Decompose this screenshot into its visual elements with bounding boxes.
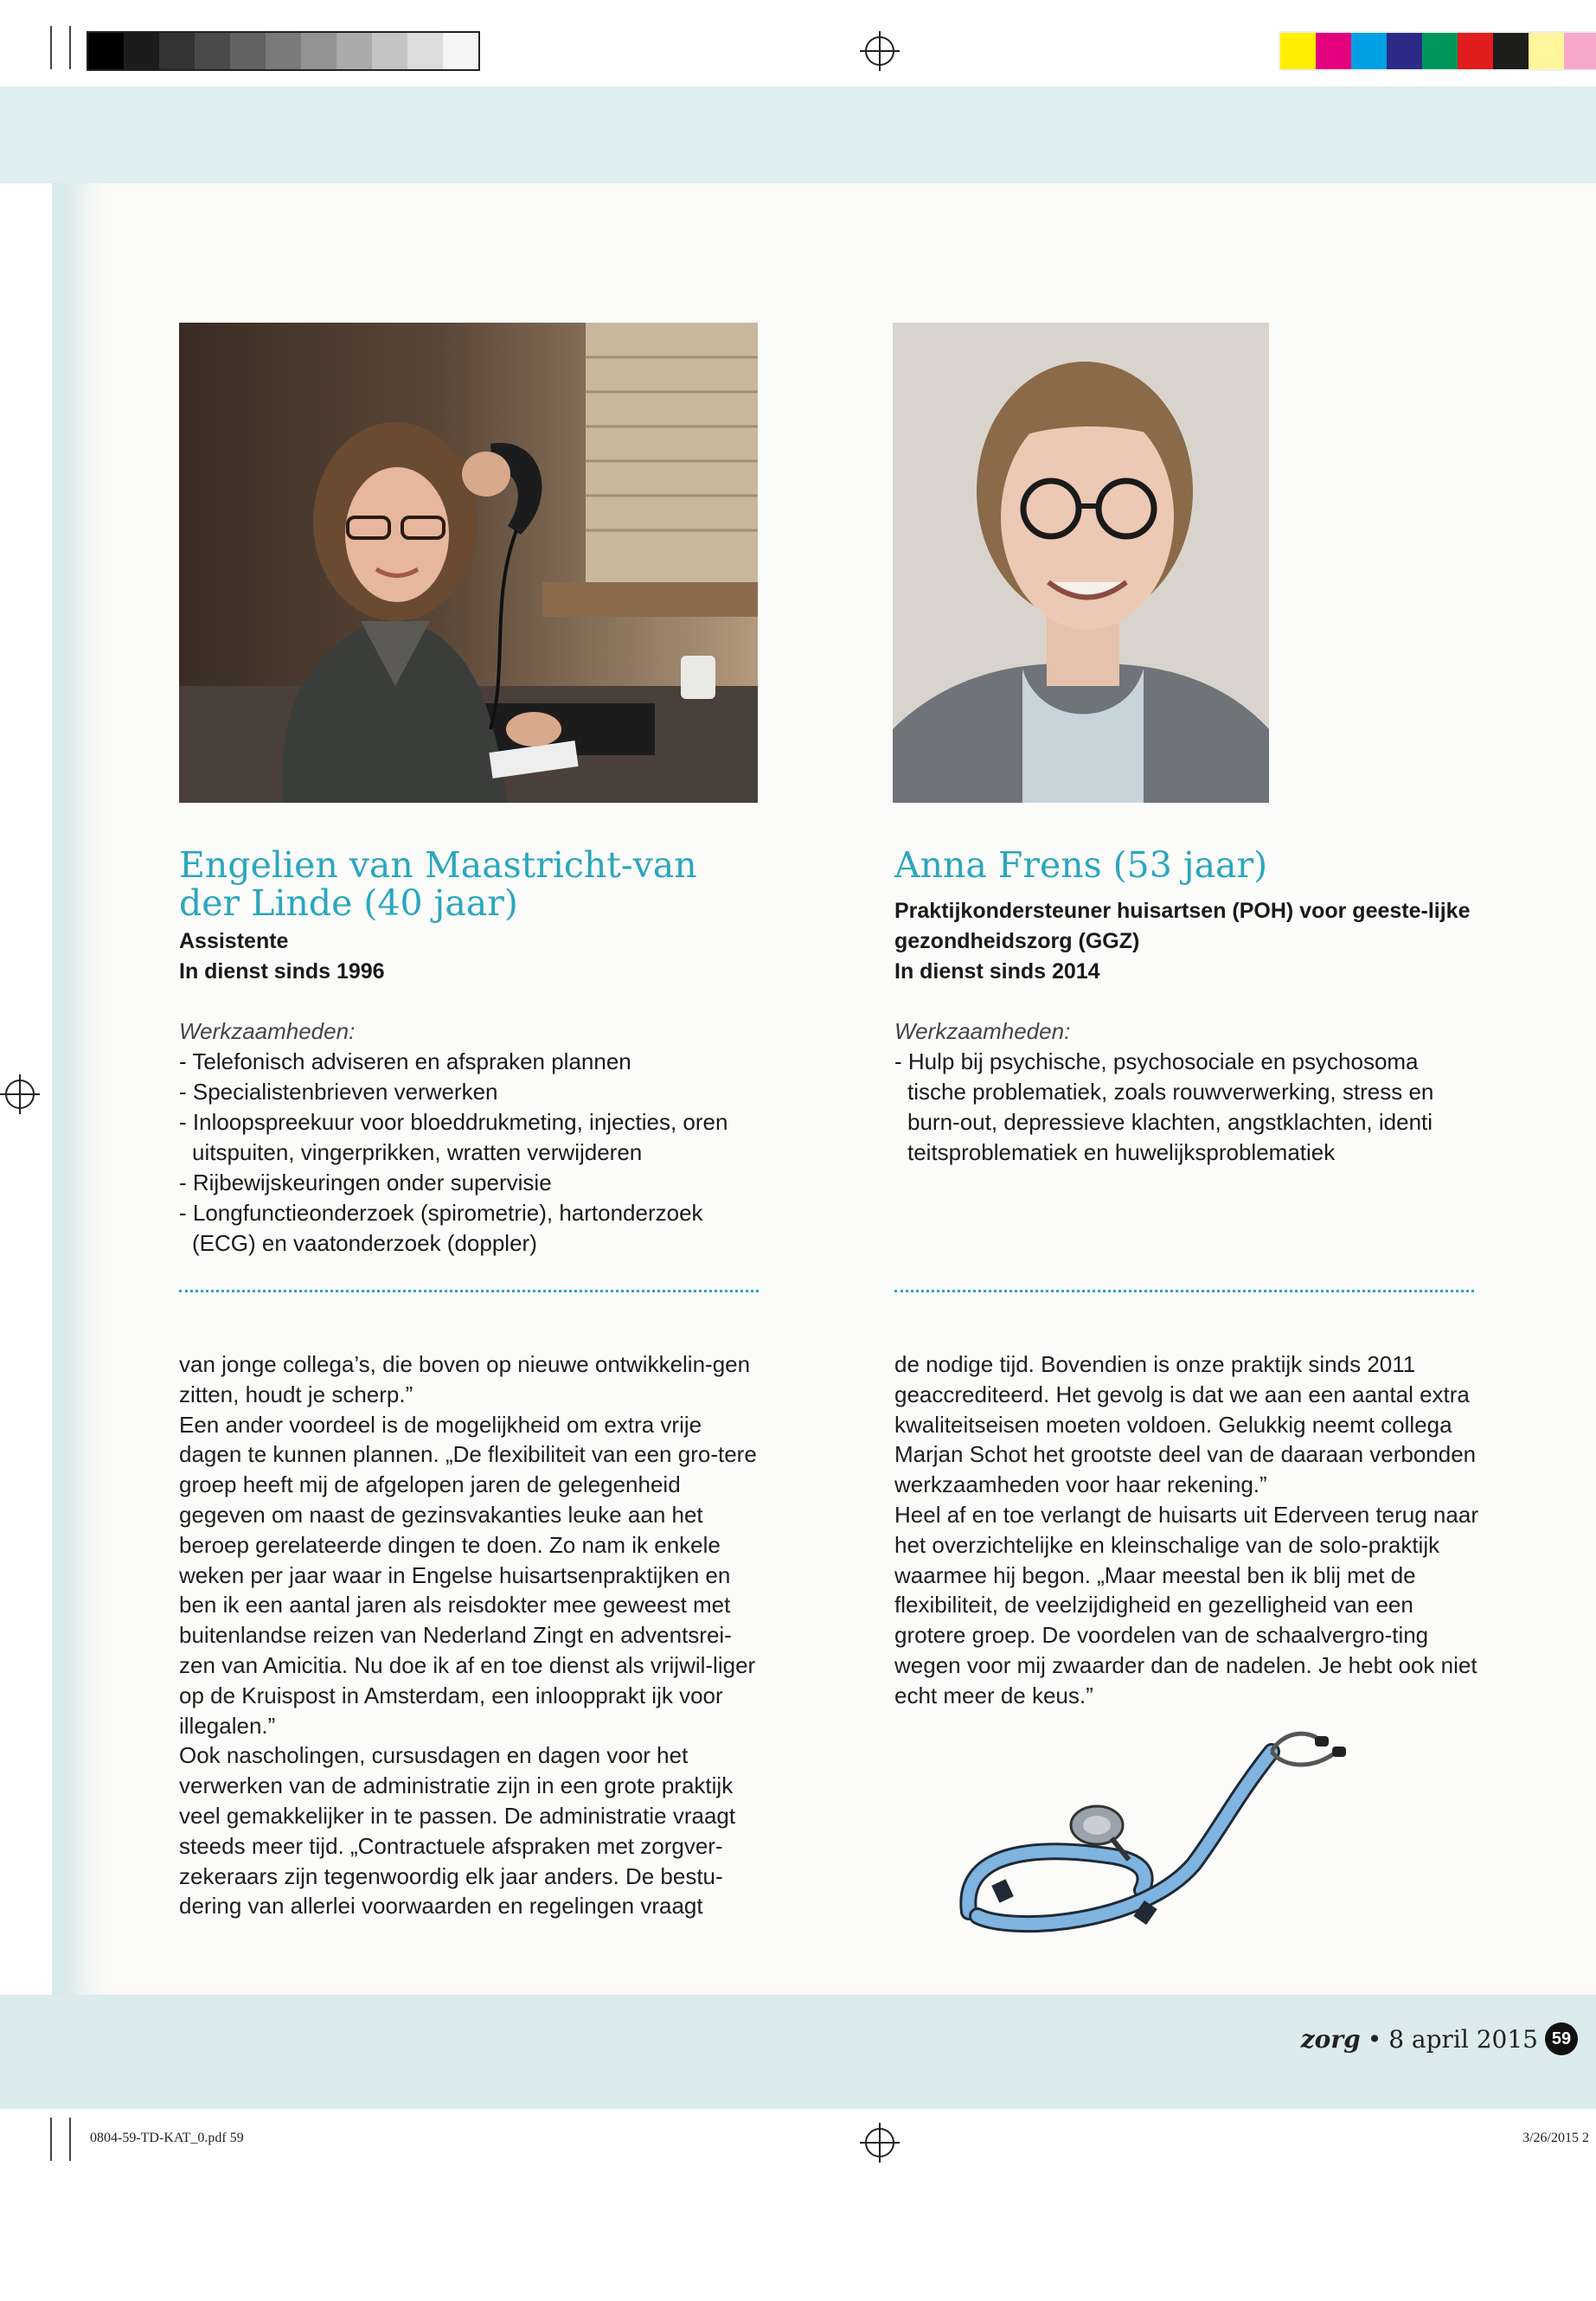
gray-swatch (230, 33, 266, 69)
photo-engelien (179, 323, 758, 803)
paragraph: Een ander voordeel is de mogelijkheid om extra vrije dagen te kunnen plannen. „De flexibiliteit van een gro-tere groep heeft mij de afgelopen jaren de gelegenheid gegeven om naast de gezinsvakanties leuke aan het beroep gerelateerde dingen te doen. Zo nam ik enkele weken per jaar waar in Engelse huisartsenpraktijken en ben ik een aantal jaren als reisdokter mee geweest met buitenlandse reizen van Nederland Zingt en adventsrei-zen van Amicitia. Nu doe ik af en toe dienst als vrijwil-liger op de Kruispost in Amsterdam, een inloopprakt ijk voor illegalen.” (179, 1411, 757, 1739)
gray-swatch (443, 33, 478, 69)
profile-role: Assistente (179, 929, 289, 953)
color-swatch (1351, 33, 1387, 69)
tasks-list (179, 1016, 772, 1259)
page-footer (1301, 2022, 1578, 2055)
slug-filename: 0804-59-TD-KAT_0.pdf 59 (90, 2131, 244, 2145)
profile-since: In dienst sinds 1996 (179, 959, 385, 984)
paragraph: Ook nascholingen, cursusdagen en dagen voor het verwerken van de administratie zijn in een grote praktijk veel gemakkelijker in te passen. De administratie vraagt steeds meer tijd. „Contractuele afspraken met zorgver-zekeraars zijn tegenwoordig elk jaar anders. De bestu-dering van allerlei voorwaarden en regelingen vraagt (179, 1742, 736, 1920)
slug-date: 3/26/2015 2 (1522, 2131, 1589, 2145)
paragraph: Heel af en toe verlangt de huisarts uit Ederveen terug naar het overzichtelijke en kleinschalige van de solo-praktijk waarmee hij begon. „Maar meestal ben ik blij met de flexibiliteit, de veelzijdigheid en gezelligheid van een grotere groep. De voordelen van de schaalvergro-ting wegen voor mij zwaarder dan de nadelen. Je hebt ook niet echt meer de keus.” (894, 1501, 1478, 1708)
gray-swatch (407, 33, 443, 69)
gray-swatch (266, 33, 301, 69)
article-column-1 (179, 1349, 767, 1921)
task-item: - Rijbewijskeuringen onder supervisie (179, 1170, 552, 1195)
color-swatch (1387, 33, 1422, 69)
profile-role-block (894, 896, 1478, 987)
color-swatch (1422, 33, 1458, 69)
magazine-logo: zorg (1300, 2024, 1361, 2054)
crop-mark (50, 2118, 52, 2161)
color-swatch (1458, 33, 1493, 69)
dotted-divider (894, 1290, 1474, 1292)
gray-swatch (301, 33, 337, 69)
photo-anna (893, 323, 1269, 803)
color-swatch (1493, 33, 1529, 69)
tasks-list (894, 1016, 1483, 1168)
gray-swatch (88, 33, 124, 69)
crop-mark (69, 2118, 71, 2161)
issue-date: 8 april 2015 (1388, 2024, 1538, 2054)
footer-separator: • (1367, 2024, 1382, 2054)
task-item: - Specialistenbrieven verwerken (179, 1079, 498, 1105)
tasks-label: Werkzaamheden: (179, 1018, 356, 1044)
registration-target (865, 2128, 894, 2157)
color-swatch (1564, 33, 1596, 69)
registration-target (5, 1080, 35, 1109)
profile-name: Anna Frens (53 jaar) (894, 844, 1268, 886)
color-swatch (1280, 33, 1316, 69)
article-column-2 (894, 1349, 1483, 1711)
color-bar (1279, 31, 1596, 71)
gray-swatch (337, 33, 372, 69)
crop-mark (69, 26, 71, 69)
tasks-label: Werkzaamheden: (894, 1018, 1071, 1044)
gray-swatch (372, 33, 407, 69)
task-item: - Longfunctieonderzoek (spirometrie), hartonderzoek (ECG) en vaatonderzoek (doppler) (179, 1200, 703, 1256)
task-item: - Telefonisch adviseren en afspraken plannen (179, 1048, 631, 1074)
dotted-divider (179, 1290, 759, 1292)
top-tint (0, 87, 1596, 183)
profile-role-block (179, 926, 759, 987)
crop-mark (50, 26, 52, 69)
page-number: 59 (1545, 2022, 1578, 2055)
stethoscope-illustration (943, 1717, 1358, 1942)
gray-swatch (124, 33, 159, 69)
grayscale-bar (87, 31, 480, 71)
color-swatch (1529, 33, 1564, 69)
profile-role: Praktijkondersteuner huisartsen (POH) voor geeste-lijke gezondheidszorg (GGZ) (894, 899, 1471, 953)
gray-swatch (159, 33, 195, 69)
registration-target (865, 36, 894, 66)
profile-name: Engelien van Maastricht-van der Linde (40 jaar) (179, 844, 697, 924)
paragraph: de nodige tijd. Bovendien is onze praktijk sinds 2011 geaccrediteerd. Het gevolg is dat we aan een aantal extra kwaliteitseisen moeten voldoen. Gelukkig neemt collega Marjan Schot het grootste deel van de daaraan verbonden werkzaamheden voor haar rekening.” (894, 1351, 1477, 1498)
color-swatch (1316, 33, 1351, 69)
task-item: - Hulp bij psychische, psychosociale en psychosoma tische problematiek, zoals rouwverwerking, stress en burn-out, depressieve klachten, angstklachten, identi teitsproblematiek en huwelijksproblematiek (894, 1048, 1434, 1165)
paragraph: van jonge collega’s, die boven op nieuwe ontwikkelin-gen zitten, houdt je scherp.” (179, 1351, 751, 1407)
profile-since: In dienst sinds 2014 (894, 959, 1100, 984)
gray-swatch (195, 33, 230, 69)
task-item: - Inloopspreekuur voor bloeddrukmeting, injecties, oren uitspuiten, vingerprikken, wratten verwijderen (179, 1109, 728, 1165)
